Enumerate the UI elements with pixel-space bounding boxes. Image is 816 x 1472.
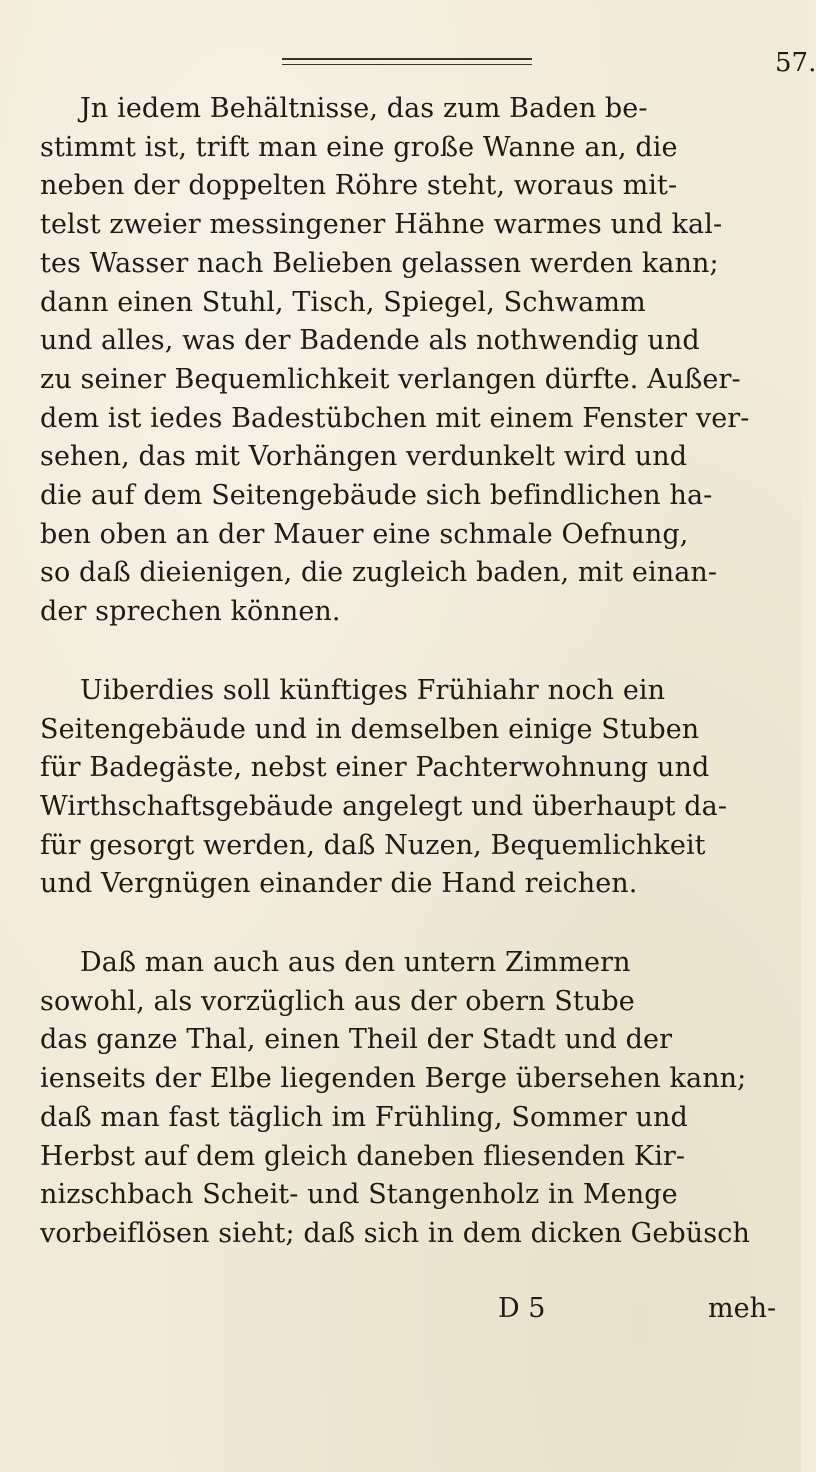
signature-mark: D 5 — [498, 1293, 546, 1324]
text-line: Uiberdies soll künftiges Frühiahr noch ein — [80, 674, 666, 706]
page-number: 57. — [775, 48, 816, 78]
paragraph-gap — [40, 904, 768, 944]
text-line: so daß dieienigen, die zugleich baden, mit einan- — [40, 557, 718, 589]
text-line: daß man fast täglich im Frühling, Sommer und — [40, 1101, 688, 1133]
text-line: für Badegäste, nebst einer Pachterwohnung und — [40, 752, 710, 784]
text-line: ienseits der Elbe liegenden Berge übersehen kann; — [40, 1063, 747, 1095]
text-line: sehen, das mit Vorhängen verdunkelt wird und — [40, 441, 688, 473]
text-line: stimmt ist, trift man eine große Wanne an, die — [40, 131, 678, 163]
text-line: Jn iedem Behältnisse, das zum Baden be- — [80, 93, 648, 124]
text-line: Seitengebäude und in demselben einige Stuben — [40, 713, 700, 745]
text-line: Herbst auf dem gleich daneben fliesenden Kir- — [40, 1140, 686, 1172]
text-line: die auf dem Seitengebäude sich befindlichen ha- — [40, 480, 713, 512]
body-text — [40, 90, 768, 1254]
text-line: Daß man auch aus den untern Zimmern — [80, 947, 631, 979]
paragraph-gap — [40, 632, 768, 672]
text-line: Wirthschaftsgebäude angelegt und überhaupt da- — [40, 790, 728, 822]
text-line: dann einen Stuhl, Tisch, Spiegel, Schwamm — [40, 286, 646, 318]
text-line: neben der doppelten Röhre steht, woraus mit- — [40, 170, 678, 202]
text-line: und alles, was der Badende als nothwendig und — [40, 325, 700, 357]
text-line: für gesorgt werden, daß Nuzen, Bequemlichkeit — [40, 829, 706, 861]
text-line: zu seiner Bequemlichkeit verlangen dürfte. Außer- — [40, 363, 741, 395]
catchword: meh- — [708, 1293, 777, 1324]
text-line: tes Wasser nach Belieben gelassen werden kann; — [40, 247, 719, 279]
text-line: telst zweier messingener Hähne warmes und kal- — [40, 209, 723, 241]
text-line: ben oben an der Mauer eine schmale Oefnung, — [40, 518, 689, 550]
header-rule — [282, 58, 532, 65]
text-line: der sprechen können. — [40, 596, 341, 628]
text-line: dem ist iedes Badestübchen mit einem Fenster ver- — [40, 402, 750, 434]
text-line: nizschbach Scheit- und Stangenholz in Menge — [40, 1179, 678, 1211]
text-line: sowohl, als vorzüglich aus der obern Stube — [40, 985, 635, 1017]
text-line: vorbeiflösen sieht; daß sich in dem dicken Gebüsch — [40, 1217, 750, 1249]
text-line: und Vergnügen einander die Hand reichen. — [40, 868, 638, 900]
text-line: das ganze Thal, einen Theil der Stadt und der — [40, 1024, 673, 1056]
